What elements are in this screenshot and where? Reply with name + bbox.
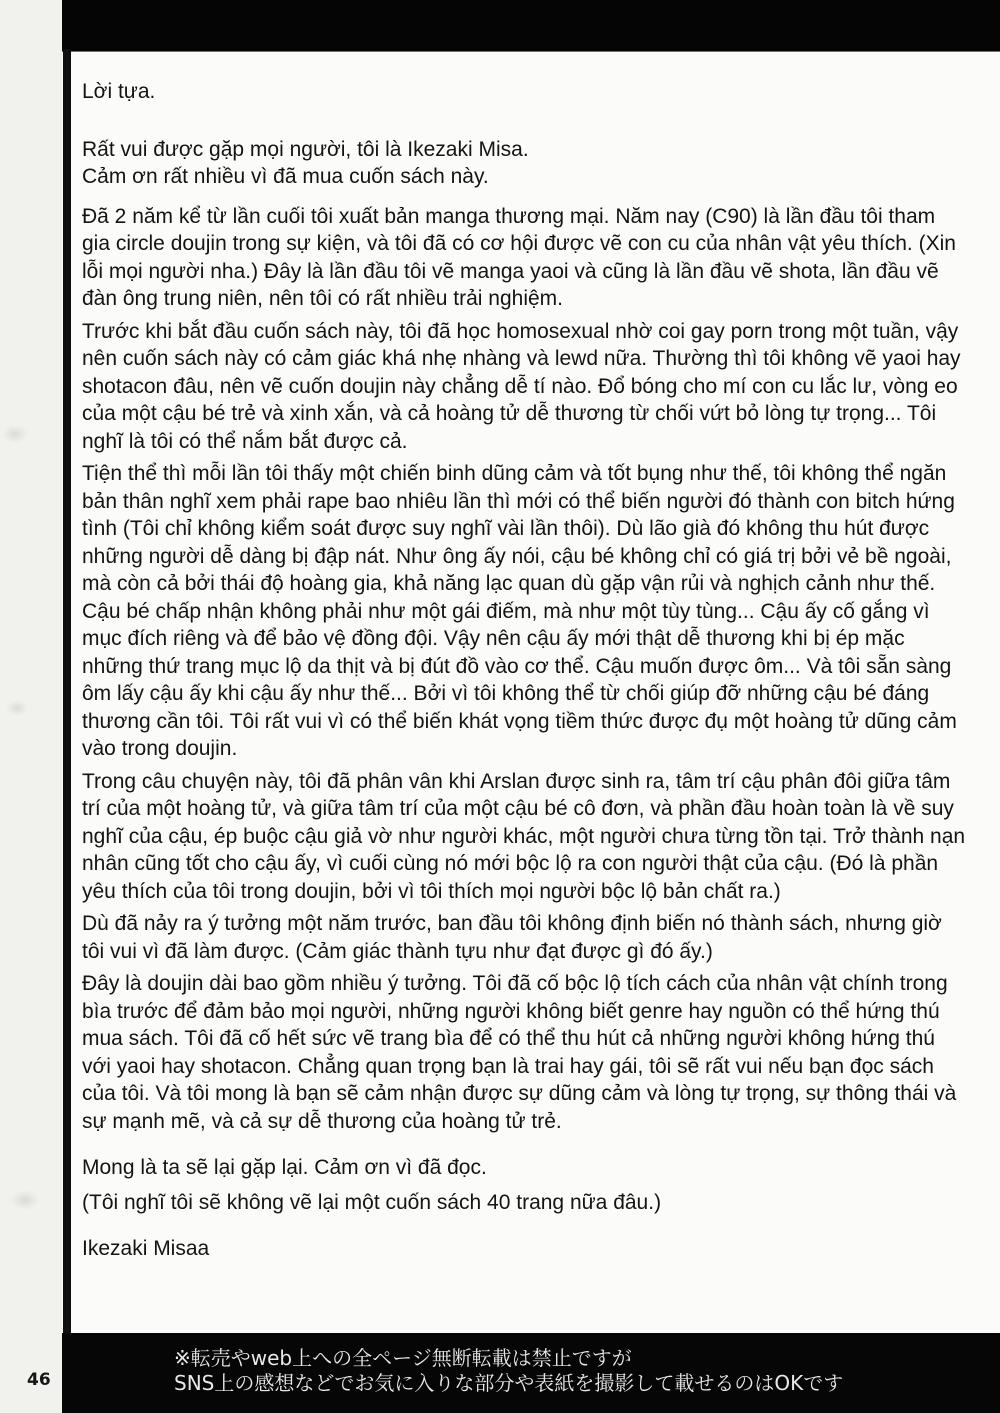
greeting-line: Rất vui được gặp mọi người, tôi là Ikezaki Misa.: [82, 137, 529, 161]
reprint-notice-line-2: SNS上の感想などでお気に入りな部分や表紙を撮影して載せるのはOKです: [174, 1370, 844, 1395]
paragraph-idea-origin: Dù đã nảy ra ý tưởng một năm trước, ban đầu tôi không định biến nó thành sách, nhưng giờ tôi vui vì đã làm được. (Cảm giác thành tựu như đạt được gì đó ấy.): [82, 912, 942, 963]
top-border-bar: [62, 0, 1000, 51]
page-number: 46: [27, 1370, 51, 1390]
scan-smudge: [2, 425, 28, 443]
paragraph-cover-design: Đây là doujin dài bao gồm nhiều ý tưởng. Tôi đã cố bộc lộ tích cách của nhân vật chính trong bìa trước để đảm bảo mọi người, những người không biết genre hay nguồn có thể hứng thú mua sách. Tôi đã cố hết sức vẽ trang bìa để có thể thu hút cả những người không hứng thú với yaoi hay shotacon. Chẳng quan trọng bạn là trai hay gái, tôi sẽ rất vui nếu bạn đọc sách của tôi. Và tôi mong là bạn sẽ cảm nhận được sự dũng cảm và lòng tự trọng, sự thông thái và sự mạnh mẽ, và cả sự dễ thương của hoàng tử trẻ.: [82, 972, 957, 1133]
preface-heading: Lời tựa.: [82, 80, 156, 103]
paragraph-preparation: Trước khi bắt đầu cuốn sách này, tôi đã học homosexual nhờ coi gay porn trong một tuần, vậy nên cuốn sách này có cảm giác khá nhẹ nhàng và lewd nữa. Thường thì tôi không vẽ yaoi hay shotacon đâu, nên vẽ cuốn doujin này chẳng dễ tí nào. Đổ bóng cho mí con cu lắc lư, vòng eo của một cậu bé trẻ và xinh xắn, và cả hoàng tử dễ thương từ chối vứt bỏ lòng tự trọng... Tôi nghĩ là tôi có thể nắm bắt được cả.: [82, 319, 961, 453]
closing-note: (Tôi nghĩ tôi sẽ không vẽ lại một cuốn sách 40 trang nữa đâu.): [82, 1190, 662, 1214]
left-border-rule: [63, 49, 71, 1335]
paragraph-commercial-history: Đã 2 năm kể từ lần cuối tôi xuất bản manga thương mại. Năm nay (C90) là lần đầu tôi tham gia circle doujin trong sự kiện, và tôi đã có cơ hội được vẽ con cu của nhân vật yêu thích. (Xin lỗi mọi người nha.) Đây là lần đầu tôi vẽ manga yaoi và cũng là lần đầu vẽ shota, lần đầu vẽ đàn ông trung niên, nên tôi có rất nhiều trải nghiệm.: [82, 204, 956, 310]
preface-text-block: [82, 52, 966, 1268]
scan-smudge: [6, 700, 28, 716]
scan-smudge: [10, 1190, 40, 1210]
reprint-notice-line-1: ※転売やweb上への全ページ無断転載は禁止ですが: [174, 1346, 632, 1370]
paragraph-story-concept: Trong câu chuyện này, tôi đã phân vân khi Arslan được sinh ra, tâm trí cậu phân đôi giữa tâm trí của một hoàng tử, và giữa tâm trí của một cậu bé cô đơn, và phần đầu hoàn toàn là về suy nghĩ của cậu, ép buộc cậu giả vờ như người khác, một người chưa từng tồn tại. Trở thành nạn nhân cũng tốt cho cậu ấy, vì cuối cùng nó mới bộc lộ ra con người thật của cậu. (Đó là phần yêu thích của tôi trong doujin, bởi vì tôi thích mọi người bộc lộ bản chất ra.): [82, 769, 966, 903]
footer-notice-bar: [62, 1333, 1000, 1413]
closing-line: Mong là ta sẽ lại gặp lại. Cảm ơn vì đã đọc.: [82, 1156, 487, 1179]
author-signature: Ikezaki Misaa: [82, 1237, 210, 1260]
paragraph-character-thoughts: Tiện thể thì mỗi lần tôi thấy một chiến binh dũng cảm và tốt bụng như thế, tôi không thể ngăn bản thân nghĩ xem phải rape bao nhiêu lần thì mới có thể biến người đó thành con bitch hứng tình (Tôi chỉ không kiểm soát được suy nghĩ vài lần thôi). Dù lão già đó không thu hút được những người dễ dàng bị đập nát. Như ông ấy nói, cậu bé không chỉ có giá trị bởi vẻ bề ngoài, mà còn cả bởi thái độ hoàng gia, khả năng lạc quan dù gặp vận rủi và nghịch cảnh như thế. Cậu bé chấp nhận không phải như một gái điếm, mà như một tùy tùng... Cậu ấy cố gắng vì mục đích riêng và để bảo vệ đồng đội. Vậy nên cậu ấy mới thật dễ thương khi bị ép mặc những thứ trang mục lộ da thịt và bị đút đồ vào cơ thể. Cậu muốn được ôm... Và tôi sẵn sàng ôm lấy cậu ấy khi cậu ấy như thế... Bởi vì tôi không thể từ chối giúp đỡ những cậu bé đáng thương cần tôi. Tôi rất vui vì có thể biến khát vọng tiềm thức được đụ một hoàng tử dũng cảm vào trong doujin.: [82, 462, 957, 760]
thanks-line: Cảm ơn rất nhiều vì đã mua cuốn sách này.: [82, 165, 489, 188]
